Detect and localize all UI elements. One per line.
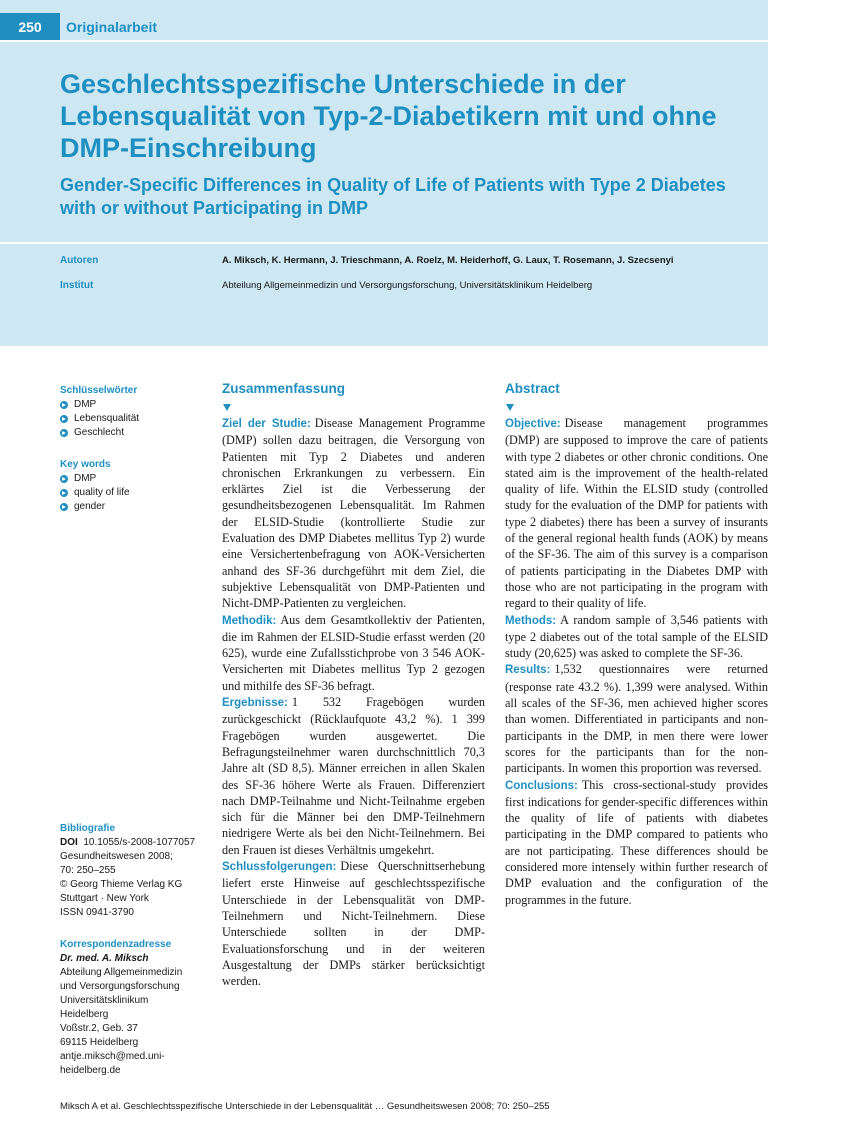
authors: A. Miksch, K. Hermann, J. Trieschmann, A. Roelz, M. Heiderhoff, G. Laux, T. Rosemann, J. Szecsenyi xyxy=(222,255,674,266)
biblio-line: 70: 250–255 xyxy=(60,865,116,876)
meta-divider xyxy=(0,242,768,244)
institute: Abteilung Allgemeinmedizin und Versorgungsforschung, Universitätsklinikum Heidelberg xyxy=(222,280,593,291)
header-divider xyxy=(0,40,768,42)
bibliography-block xyxy=(60,822,210,920)
abstract-heading: Abstract xyxy=(505,381,560,396)
keywords-de-heading: Schlüsselwörter xyxy=(60,385,138,396)
keyword-item: gender xyxy=(60,500,210,514)
keyword-item: DMP xyxy=(60,398,210,412)
address-line: Voßstr.2, Geb. 37 xyxy=(60,1023,138,1034)
keywords-en-block xyxy=(60,458,210,514)
keywords-en-heading: Key words xyxy=(60,459,111,470)
biblio-line: Gesundheitswesen 2008; xyxy=(60,851,173,862)
address-line: 69115 Heidelberg xyxy=(60,1037,139,1048)
keywords-de-block xyxy=(60,384,210,440)
address-line: und Versorgungsforschung xyxy=(60,981,180,992)
abstract-paragraph: Methods: A random sample of 3,546 patients with type 2 diabetes out of the total sample of the ELSID study (20,625) was asked to complete the SF-36. xyxy=(505,612,768,661)
section-label: Originalarbeit xyxy=(66,19,158,35)
keywords-en-list xyxy=(60,472,210,514)
bibliography-heading: Bibliografie xyxy=(60,823,116,834)
address-line: Heidelberg xyxy=(60,1009,109,1020)
bullet-arrow-icon xyxy=(60,429,68,437)
abstract-paragraph: Conclusions: This cross-sectional-study provides first indications for gender-specific differences within the quality of life of patients with diabetes participating in the DMP compared to patients who are not participating. These differences should be considered more intensely within further research of DMP evaluation and the configuration of the programmes in the future. xyxy=(505,777,768,907)
keyword-item: quality of life xyxy=(60,486,210,500)
correspondence-block xyxy=(60,938,210,1078)
bullet-arrow-icon xyxy=(60,475,68,483)
biblio-line: © Georg Thieme Verlag KG xyxy=(60,879,183,890)
zusammenfassung-heading: Zusammenfassung xyxy=(222,381,346,396)
abstract-paragraph: Ziel der Studie: Disease Management Programme (DMP) sollen dazu beitragen, die Versorgung von Patienten mit Typ 2 Diabetes und anderen chronischen Erkrankungen zu verbessern. Ein erklärtes Ziel ist die Verbesserung der gesundheitsbezogenen Lebensqualität. Im Rahmen der ELSID-Studie (kontrollierte Studie zur Evaluation des DMP Diabetes mellitus Typ 2) wurde eine Versichertenbefragung von AOK-Versicherten anhand des SF-36 durchgeführt mit dem Ziel, die subjektive Lebensqualität von DMP-Patienten und Nicht-DMP-Patienten zu vergleichen. xyxy=(222,416,485,611)
abstract-paragraph: Results: 1,532 questionnaires were returned (response rate 43.2 %). 1,399 were analysed. Within all scales of the SF-36, men achieved higher scores than women. Differentiated in participants and non-participants in the DMP, in men there were lower scores for the participants than for the non-participants. In women this proportion was reversed. xyxy=(505,662,768,776)
title-german: Geschlechtsspezifische Unterschiede in der Lebensqualität von Typ-2-Diabetikern mit und ohne DMP-Einschreibung xyxy=(60,69,717,163)
footer-citation: Miksch A et al. Geschlechtsspezifische Unterschiede in der Lebensqualität … Gesundheitswesen 2008; 70: 250–255 xyxy=(60,1101,550,1112)
page-number: 250 xyxy=(0,13,60,41)
keyword-item: DMP xyxy=(60,472,210,486)
institute-label: Institut xyxy=(60,280,94,291)
doi-line: DOI 10.1055/s-2008-1077057 xyxy=(60,837,196,848)
bullet-arrow-icon xyxy=(60,489,68,497)
title-english: Gender-Specific Differences in Quality of Life of Patients with Type 2 Diabetes with or without Participating in DMP xyxy=(60,175,726,218)
authors-label: Autoren xyxy=(60,255,99,266)
biblio-line: ISSN 0941-3790 xyxy=(60,907,134,918)
correspondence-heading: Korrespondenzadresse xyxy=(60,939,172,950)
keyword-item: Geschlecht xyxy=(60,426,210,440)
address-line: Universitätsklinikum xyxy=(60,995,149,1006)
email-line: heidelberg.de xyxy=(60,1065,121,1076)
bullet-arrow-icon xyxy=(60,401,68,409)
abstract-column xyxy=(505,380,768,908)
abstract-paragraph: Schlussfolgerungen: Diese Querschnittserhebung liefert erste Hinweise auf geschlechtsspezifische Unterschiede in der Lebensqualität von DMP-Teilnehmern und Nicht-Teilnehmern. Diese Unterschiede sollten in der DMP-Evaluationsforschung und in der weiteren Ausgestaltung der DMPs stärker berücksichtigt werden. xyxy=(222,859,485,989)
triangle-down-icon xyxy=(223,404,231,411)
bullet-arrow-icon xyxy=(60,415,68,423)
abstract-paragraph: Methodik: Aus dem Gesamtkollektiv der Patienten, die im Rahmen der ELSID-Studie erfasst werden (20 625), wurde eine Zufallsstichprobe von 3 546 AOK-Versicherten mit Diabetes mellitus Typ 2 gezogen und mithilfe des SF-36 befragt. xyxy=(222,612,485,693)
bullet-arrow-icon xyxy=(60,503,68,511)
keyword-item: Lebensqualität xyxy=(60,412,210,426)
triangle-down-icon xyxy=(506,404,514,411)
header-band xyxy=(0,0,768,346)
abstract-paragraph: Ergebnisse: 1 532 Fragebögen wurden zurückgeschickt (Rücklaufquote 43,2 %). 1 399 Fragebögen wurden ausgewertet. Die Befragungsteilnehmer waren durchschnittlich 70,3 Jahre alt (SD 8,5). Männer erreichen in allen Skalen des SF-36 höhere Werte als Frauen. Differenziert nach DMP-Teilnahme und Nicht-Teilnahme ergeben sich für die Männer bei den DMP-Teilnehmern niedrigere Werte als bei den Nicht-Teilnehmern. Bei den Frauen ist dieses Verhältnis umgekehrt. xyxy=(222,695,485,857)
biblio-line: Stuttgart · New York xyxy=(60,893,149,904)
email-line: antje.miksch@med.uni- xyxy=(60,1051,165,1062)
address-line: Abteilung Allgemeinmedizin xyxy=(60,967,183,978)
abstract-paragraph: Objective: Disease management programmes (DMP) are supposed to improve the care of patients with type 2 diabetes or other chronic conditions. One stated aim is the improvement of the health-related quality of life. Within the ELSID study (controlled study for the evaluation of the DMP for patients with type 2 diabetes) there has been a survey of insurants of the general regional health funds (AOK) by means of the SF-36. The aim of this survey is a comparison of patients participating in the Diabetes DMP with those who are not participating in the program with regard to their quality of life. xyxy=(505,416,768,611)
keywords-de-list xyxy=(60,398,210,440)
zusammenfassung-column xyxy=(222,380,485,989)
correspondence-name: Dr. med. A. Miksch xyxy=(60,953,149,964)
